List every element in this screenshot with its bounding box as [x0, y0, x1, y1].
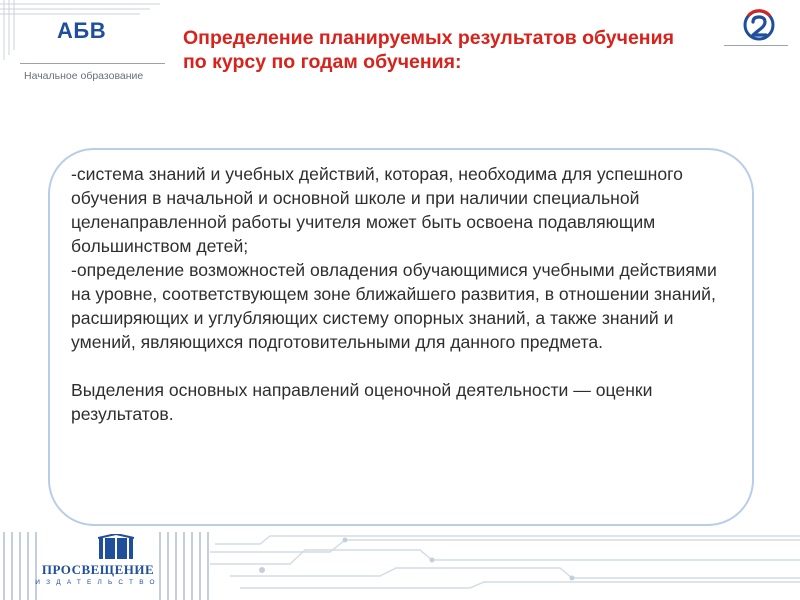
school-2100-logo-icon — [742, 8, 776, 44]
header-divider-left — [20, 63, 165, 64]
publisher-subtitle: ИЗДАТЕЛЬСТВО — [35, 579, 161, 586]
page-title: Определение планируемых результатов обучения по курсу по годам обучения: — [183, 27, 674, 73]
content-paragraph-2: -определение возможностей овладения обучающимися учебными действиями на уровне, соответствующем зоне ближайшего развития, в отношении знаний, расширяющих и углубляющих систему опорных знаний, а также знаний и умений, являющихся подготовительными для данного предмета. — [71, 260, 717, 352]
abv-logo: АБВ — [57, 18, 107, 43]
content-paragraph-1: -система знаний и учебных действий, которая, необходима для успешного обучения в начальной и основной школе и при наличии специальной целенаправленной работы учителя может быть освоена подавляющим большинством детей; — [71, 164, 683, 256]
paragraph-gap — [71, 354, 739, 378]
prosveshchenie-logo-icon — [98, 534, 134, 560]
abv-logo-subtitle: Начальное образование — [24, 70, 144, 82]
content-text — [71, 162, 739, 426]
header-divider-right — [724, 45, 788, 46]
content-paragraph-3: Выделения основных направлений оценочной деятельности — оценки результатов. — [71, 380, 653, 424]
publisher-name: ПРОСВЕЩЕНИЕ — [41, 562, 155, 577]
